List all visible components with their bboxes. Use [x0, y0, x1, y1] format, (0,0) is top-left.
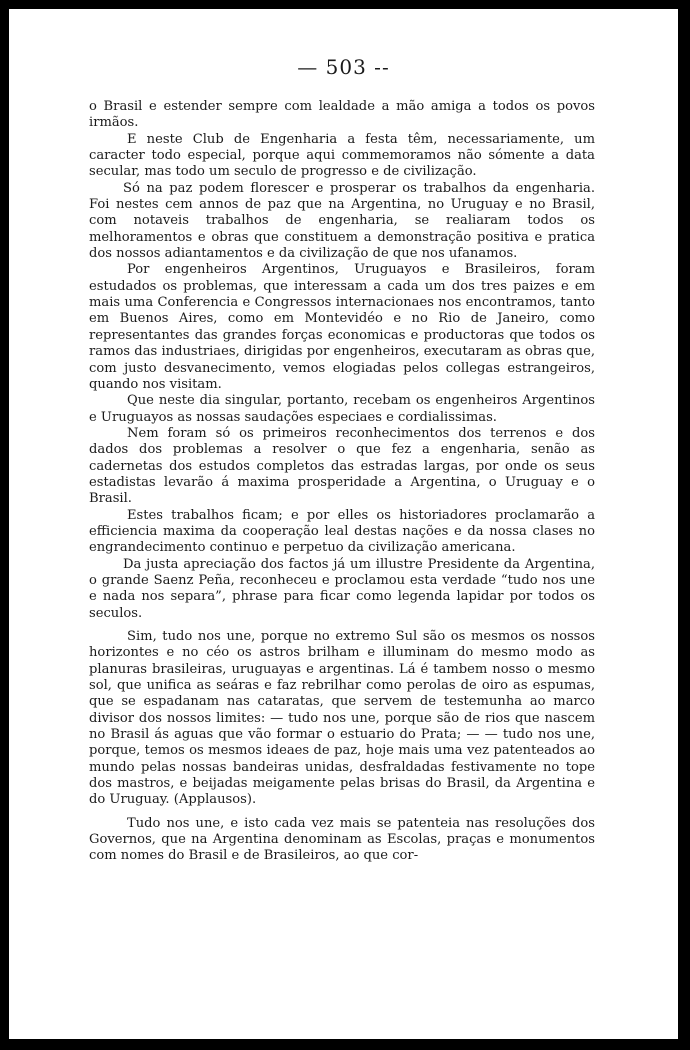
paragraph-reconhecimentos: Nem foram só os primeiros reconhecimentos dos terrenos e dos dados dos problemas a resolver o que fez a engenharia, senão as cadernetas dos estudos completos das estradas largas, por onde os seus estadistas levarão á maxima prosperidade a Argentina, o Uruguay e o Brasil. [89, 425, 595, 507]
paragraph-tudo-nos-une: Sim, tudo nos une, porque no extremo Sul são os mesmos os nossos horizontes e no céo os astros brilham e illuminam do mesmo modo as planuras brasileiras, uruguayas e argentinas. Lá é tambem nosso o mesmo sol, que unifica as seáras e faz rebrilhar como perolas de oiro as espumas, que se espadanam nas cataratas, que servem de testemunha ao marco divisor dos nossos limites: — tudo nos une, porque são de rios que nascem no Brasil ás aguas que vão formar o estuario do Prata; — — tudo nos une, porque, temos os mesmos ideaes de paz, hoje mais uma vez patenteados ao mundo pelas nossas bandeiras unidas, desfraldadas festivamente no tope dos mastros, e beijadas meigamente pelas brisas do Brasil, da Argentina e do Uruguay. (Applausos). [89, 629, 595, 808]
paragraph-continuation: o Brasil e estender sempre com lealdade a mão amiga a todos os povos irmãos. [89, 99, 595, 131]
paragraph-saenz-pena: Da justa apreciação dos factos já um illustre Presidente da Argentina, o grande Saenz Peña, reconheceu e proclamou esta verdade “tudo nos une e nada nos separa”, phrase para ficar como legenda lapidar por todos os seculos. [89, 556, 595, 621]
paragraph-club-engenharia: E neste Club de Engenharia a festa têm, necessariamente, um caracter todo especial, porque aqui commemoramos não sómente a data secular, mas todo um seculo de progresso e de civilização. [89, 131, 595, 180]
paragraph-saudacoes: Que neste dia singular, portanto, recebam os engenheiros Argentinos e Uruguayos as nossas saudações especiaes e cordialissimas. [89, 393, 595, 425]
page-text [89, 99, 595, 865]
page-number: — 503 -- [297, 55, 390, 79]
paragraph-paz: Só na paz podem florescer e prosperar os trabalhos da engenharia. Foi nestes cem annos de paz que na Argentina, no Uruguay e no Brasil, com notaveis trabalhos de engenharia, se realiaram todos os melhoramentos e obras que constituem a demonstração positiva e pratica dos nossos adiantamentos e da civilização de que nos ufanamos. [89, 180, 595, 262]
book-page [9, 9, 678, 1039]
paragraph-trabalhos: Estes trabalhos ficam; e por elles os historiadores proclamarão a efficiencia maxima da cooperação leal destas nações e da nossa clases no engrandecimento continuo e perpetuo da civilização americana. [89, 507, 595, 556]
paragraph-engenheiros: Por engenheiros Argentinos, Uruguayos e Brasileiros, foram estudados os problemas, que interessam a cada um dos tres paizes e em mais uma Conferencia e Congressos internacionaes nos encontramos, tanto em Buenos Aires, como em Montevidéo e no Rio de Janeiro, como representantes das grandes forças economicas e productoras que todos os ramos das industriaes, dirigidas por engenheiros, executaram as obras que, com justo desvanecimento, vemos elogiadas pelos collegas estrangeiros, quando nos visitam. [89, 262, 595, 392]
paragraph-resolucoes: Tudo nos une, e isto cada vez mais se patenteia nas resoluções dos Governos, que na Argentina denominam as Escolas, praças e monumentos com nomes do Brasil e de Brasileiros, ao que cor- [89, 815, 595, 864]
